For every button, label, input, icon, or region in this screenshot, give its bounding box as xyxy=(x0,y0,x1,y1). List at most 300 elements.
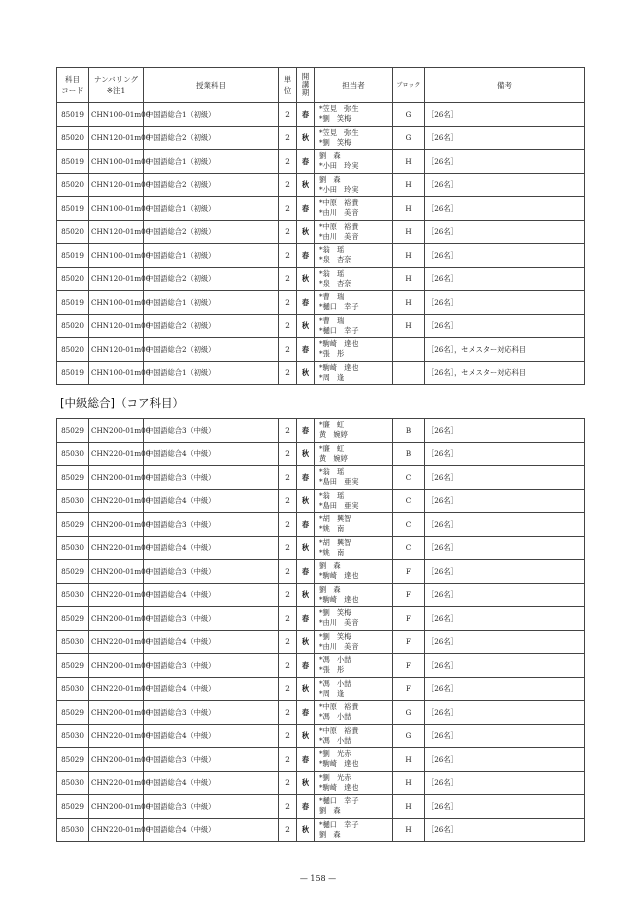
block: G xyxy=(393,103,425,127)
block: H xyxy=(393,173,425,197)
block: G xyxy=(393,701,425,725)
course-name: 中国語総合3（中級） xyxy=(144,560,279,584)
numbering: CHN220-01m00 xyxy=(89,583,144,607)
teacher xyxy=(315,795,393,819)
table-row xyxy=(57,818,585,842)
block: F xyxy=(393,607,425,631)
course-code: 85020 xyxy=(57,338,89,362)
course-code: 85020 xyxy=(57,126,89,150)
block: H xyxy=(393,818,425,842)
teacher-name: 劉 森 xyxy=(319,829,341,839)
course-name: 中国語総合4（中級） xyxy=(144,677,279,701)
remark: ［26名］ xyxy=(425,536,585,560)
numbering: CHN120-01m00 xyxy=(89,173,144,197)
credit: 2 xyxy=(279,536,297,560)
teacher xyxy=(315,197,393,221)
credit: 2 xyxy=(279,677,297,701)
teacher-name: *張 彤 xyxy=(319,349,345,359)
course-name: 中国語総合3（中級） xyxy=(144,795,279,819)
course-code: 85029 xyxy=(57,466,89,490)
term: 秋 xyxy=(297,361,315,385)
teacher-name: *中原 裕貴 xyxy=(319,725,359,735)
teacher-name: *周 逢 xyxy=(319,688,345,698)
teacher-name: 劉 森 xyxy=(319,174,341,184)
remark: ［26名］ xyxy=(425,244,585,268)
table-header xyxy=(56,67,585,103)
numbering: CHN120-01m00 xyxy=(89,126,144,150)
table-row xyxy=(57,314,585,338)
numbering: CHN100-01m00 xyxy=(89,197,144,221)
teacher-name: *小田 玲実 xyxy=(319,161,359,171)
term: 秋 xyxy=(297,677,315,701)
table-row xyxy=(57,244,585,268)
block: H xyxy=(393,244,425,268)
block: H xyxy=(393,748,425,772)
numbering: CHN100-01m00 xyxy=(89,150,144,174)
block: H xyxy=(393,314,425,338)
table-row xyxy=(57,560,585,584)
teacher xyxy=(315,361,393,385)
course-name: 中国語総合4（中級） xyxy=(144,771,279,795)
teacher xyxy=(315,150,393,174)
numbering: CHN220-01m00 xyxy=(89,771,144,795)
term: 春 xyxy=(297,291,315,315)
teacher-name: *劉 笑梅 xyxy=(319,137,352,147)
numbering: CHN100-01m00 xyxy=(89,361,144,385)
teacher-name: *中原 裕貴 xyxy=(319,221,359,231)
credit: 2 xyxy=(279,419,297,443)
term: 春 xyxy=(297,795,315,819)
numbering: CHN200-01m00 xyxy=(89,513,144,537)
course-code: 85019 xyxy=(57,361,89,385)
table-row xyxy=(57,630,585,654)
course-name: 中国語総合2（初級） xyxy=(144,126,279,150)
remark: ［26名］ xyxy=(425,150,585,174)
course-code: 85030 xyxy=(57,536,89,560)
teacher-name: *樋口 幸子 xyxy=(319,325,359,335)
teacher-name: *翁 瑶 xyxy=(319,268,345,278)
teacher-name: *由川 美音 xyxy=(319,641,359,651)
page-number: — 158 — xyxy=(299,874,337,883)
remark: ［26名］ xyxy=(425,607,585,631)
table-row xyxy=(57,795,585,819)
term: 秋 xyxy=(297,630,315,654)
credit: 2 xyxy=(279,818,297,842)
table-row xyxy=(57,173,585,197)
term: 春 xyxy=(297,338,315,362)
numbering: CHN200-01m00 xyxy=(89,560,144,584)
block: C xyxy=(393,513,425,537)
course-code: 85020 xyxy=(57,314,89,338)
header-remarks: 備考 xyxy=(425,68,585,103)
course-name: 中国語総合3（中級） xyxy=(144,607,279,631)
block: G xyxy=(393,724,425,748)
course-name: 中国語総合2（初級） xyxy=(144,314,279,338)
course-code: 85030 xyxy=(57,771,89,795)
course-name: 中国語総合4（中級） xyxy=(144,489,279,513)
teacher-name: *胡 興智 xyxy=(319,514,352,524)
teacher-name: *劉 笑梅 xyxy=(319,608,352,618)
term: 春 xyxy=(297,244,315,268)
teacher-name: *馮 小喆 xyxy=(319,655,352,665)
term: 秋 xyxy=(297,126,315,150)
block: F xyxy=(393,583,425,607)
teacher-name: *中原 裕貴 xyxy=(319,198,359,208)
course-name: 中国語総合3（中級） xyxy=(144,419,279,443)
course-name: 中国語総合1（初級） xyxy=(144,244,279,268)
teacher xyxy=(315,126,393,150)
numbering: CHN100-01m00 xyxy=(89,103,144,127)
teacher-name: *樋口 幸子 xyxy=(319,796,359,806)
credit: 2 xyxy=(279,701,297,725)
numbering: CHN100-01m00 xyxy=(89,244,144,268)
term: 秋 xyxy=(297,314,315,338)
teacher xyxy=(315,560,393,584)
credit: 2 xyxy=(279,291,297,315)
block: F xyxy=(393,560,425,584)
credit: 2 xyxy=(279,197,297,221)
course-code: 85019 xyxy=(57,197,89,221)
teacher-name: *駒崎 達也 xyxy=(319,782,359,792)
table-row xyxy=(57,150,585,174)
course-table-elementary xyxy=(56,102,585,385)
course-name: 中国語総合2（初級） xyxy=(144,267,279,291)
credit: 2 xyxy=(279,267,297,291)
course-name: 中国語総合2（初級） xyxy=(144,173,279,197)
numbering: CHN220-01m00 xyxy=(89,630,144,654)
teacher xyxy=(315,654,393,678)
course-code: 85029 xyxy=(57,701,89,725)
remark: ［26名］ xyxy=(425,173,585,197)
credit: 2 xyxy=(279,103,297,127)
course-name: 中国語総合4（中級） xyxy=(144,630,279,654)
teacher xyxy=(315,267,393,291)
teacher-name: *小田 玲実 xyxy=(319,184,359,194)
teacher xyxy=(315,442,393,466)
teacher-name: *笠見 弥生 xyxy=(319,127,359,137)
remark: ［26名］ xyxy=(425,818,585,842)
teacher-name: *張 彤 xyxy=(319,665,345,675)
teacher-name: *劉 光赤 xyxy=(319,749,352,759)
remark: ［26名］ xyxy=(425,442,585,466)
course-name: 中国語総合4（中級） xyxy=(144,724,279,748)
term: 秋 xyxy=(297,818,315,842)
teacher xyxy=(315,607,393,631)
term: 春 xyxy=(297,419,315,443)
credit: 2 xyxy=(279,489,297,513)
table-row xyxy=(57,103,585,127)
term: 春 xyxy=(297,197,315,221)
course-code: 85019 xyxy=(57,291,89,315)
teacher-name: *駒崎 達也 xyxy=(319,362,359,372)
numbering: CHN120-01m00 xyxy=(89,314,144,338)
numbering: CHN120-01m00 xyxy=(89,338,144,362)
block: B xyxy=(393,442,425,466)
teacher-name: *劉 笑梅 xyxy=(319,631,352,641)
teacher-name: *曹 瑞 xyxy=(319,292,345,302)
header-term: 開 講 期 xyxy=(297,68,315,103)
header-course: 授業科目 xyxy=(144,68,279,103)
table-row xyxy=(57,724,585,748)
block: H xyxy=(393,150,425,174)
teacher-name: 劉 森 xyxy=(319,806,341,816)
table-row xyxy=(57,489,585,513)
teacher xyxy=(315,536,393,560)
teacher-name: *樋口 幸子 xyxy=(319,819,359,829)
teacher-name: *島田 亜実 xyxy=(319,500,359,510)
section-title: [中級総合]（コア科目） xyxy=(60,396,184,410)
teacher-name: 黄 婉婷 xyxy=(319,430,348,440)
teacher-name: *曹 瑞 xyxy=(319,315,345,325)
table-row xyxy=(57,536,585,560)
course-code: 85030 xyxy=(57,489,89,513)
table-row xyxy=(57,771,585,795)
term: 春 xyxy=(297,466,315,490)
teacher-name: *由川 美音 xyxy=(319,208,359,218)
credit: 2 xyxy=(279,630,297,654)
term: 春 xyxy=(297,103,315,127)
course-name: 中国語総合3（中級） xyxy=(144,654,279,678)
block xyxy=(393,361,425,385)
teacher-name: *島田 亜実 xyxy=(319,477,359,487)
remark: ［26名］ xyxy=(425,267,585,291)
table-row xyxy=(57,126,585,150)
table-row xyxy=(57,677,585,701)
remark: ［26名］ xyxy=(425,489,585,513)
block: G xyxy=(393,126,425,150)
course-name: 中国語総合3（中級） xyxy=(144,748,279,772)
term: 春 xyxy=(297,560,315,584)
term: 秋 xyxy=(297,489,315,513)
course-code: 85030 xyxy=(57,442,89,466)
teacher xyxy=(315,220,393,244)
course-name: 中国語総合1（初級） xyxy=(144,291,279,315)
course-code: 85029 xyxy=(57,748,89,772)
block: H xyxy=(393,220,425,244)
credit: 2 xyxy=(279,338,297,362)
table-row xyxy=(57,466,585,490)
block: H xyxy=(393,795,425,819)
credit: 2 xyxy=(279,466,297,490)
course-name: 中国語総合1（初級） xyxy=(144,197,279,221)
teacher xyxy=(315,583,393,607)
table-row xyxy=(57,338,585,362)
term: 秋 xyxy=(297,220,315,244)
remark: ［26名］ xyxy=(425,701,585,725)
course-code: 85020 xyxy=(57,173,89,197)
teacher-name: *笠見 弥生 xyxy=(319,104,359,114)
teacher xyxy=(315,677,393,701)
course-name: 中国語総合2（初級） xyxy=(144,338,279,362)
term: 春 xyxy=(297,701,315,725)
teacher-name: *馮 小喆 xyxy=(319,735,352,745)
teacher-name: *泉 杏奈 xyxy=(319,255,352,265)
teacher-name: *馮 小喆 xyxy=(319,678,352,688)
teacher-name: *駒崎 達也 xyxy=(319,759,359,769)
block xyxy=(393,338,425,362)
header-code: 科目 コード xyxy=(57,68,89,103)
numbering: CHN220-01m00 xyxy=(89,536,144,560)
teacher xyxy=(315,818,393,842)
table-row xyxy=(57,583,585,607)
remark: ［26名］，セメスター対応科目 xyxy=(425,361,585,385)
course-name: 中国語総合1（初級） xyxy=(144,150,279,174)
teacher-name: *廉 虹 xyxy=(319,420,345,430)
course-name: 中国語総合4（中級） xyxy=(144,583,279,607)
block: C xyxy=(393,536,425,560)
header-block: ブロック xyxy=(393,68,425,103)
credit: 2 xyxy=(279,361,297,385)
teacher-name: *翁 瑶 xyxy=(319,490,345,500)
teacher xyxy=(315,724,393,748)
remark: ［26名］ xyxy=(425,560,585,584)
remark: ［26名］ xyxy=(425,291,585,315)
teacher xyxy=(315,173,393,197)
course-name: 中国語総合4（中級） xyxy=(144,818,279,842)
remark: ［26名］ xyxy=(425,771,585,795)
teacher xyxy=(315,748,393,772)
teacher-name: *胡 興智 xyxy=(319,537,352,547)
teacher-name: *駒崎 達也 xyxy=(319,594,359,604)
credit: 2 xyxy=(279,724,297,748)
teacher xyxy=(315,291,393,315)
course-name: 中国語総合4（中級） xyxy=(144,536,279,560)
remark: ［26名］ xyxy=(425,314,585,338)
teacher-name: *劉 笑梅 xyxy=(319,114,352,124)
remark: ［26名］ xyxy=(425,513,585,537)
numbering: CHN220-01m00 xyxy=(89,677,144,701)
table-row xyxy=(57,748,585,772)
block: F xyxy=(393,630,425,654)
course-name: 中国語総合3（中級） xyxy=(144,701,279,725)
course-code: 85020 xyxy=(57,220,89,244)
term: 秋 xyxy=(297,583,315,607)
credit: 2 xyxy=(279,654,297,678)
table-row xyxy=(57,419,585,443)
credit: 2 xyxy=(279,220,297,244)
teacher-name: *翁 瑶 xyxy=(319,245,345,255)
teacher-name: *泉 杏奈 xyxy=(319,278,352,288)
remark: ［26名］ xyxy=(425,654,585,678)
teacher xyxy=(315,103,393,127)
term: 春 xyxy=(297,150,315,174)
teacher xyxy=(315,701,393,725)
teacher-name: *駒崎 達也 xyxy=(319,571,359,581)
credit: 2 xyxy=(279,173,297,197)
term: 秋 xyxy=(297,267,315,291)
teacher-name: *周 逢 xyxy=(319,372,345,382)
teacher-name: *翁 瑶 xyxy=(319,467,345,477)
remark: ［26名］ xyxy=(425,677,585,701)
remark: ［26名］ xyxy=(425,220,585,244)
table-row xyxy=(57,197,585,221)
course-code: 85030 xyxy=(57,818,89,842)
teacher xyxy=(315,419,393,443)
term: 秋 xyxy=(297,173,315,197)
teacher-name: *由川 美音 xyxy=(319,231,359,241)
teacher-name: 劉 森 xyxy=(319,151,341,161)
course-code: 85019 xyxy=(57,244,89,268)
table-row xyxy=(57,654,585,678)
numbering: CHN200-01m00 xyxy=(89,466,144,490)
numbering: CHN200-01m00 xyxy=(89,419,144,443)
credit: 2 xyxy=(279,560,297,584)
remark: ［26名］，セメスター対応科目 xyxy=(425,338,585,362)
course-code: 85020 xyxy=(57,267,89,291)
term: 秋 xyxy=(297,771,315,795)
remark: ［26名］ xyxy=(425,419,585,443)
numbering: CHN200-01m00 xyxy=(89,607,144,631)
numbering: CHN220-01m00 xyxy=(89,818,144,842)
teacher xyxy=(315,489,393,513)
course-name: 中国語総合4（中級） xyxy=(144,442,279,466)
table-row xyxy=(57,220,585,244)
term: 春 xyxy=(297,513,315,537)
numbering: CHN220-01m00 xyxy=(89,724,144,748)
course-code: 85030 xyxy=(57,630,89,654)
remark: ［26名］ xyxy=(425,630,585,654)
header-numbering: ナンバリング ※注1 xyxy=(89,68,144,103)
block: B xyxy=(393,419,425,443)
teacher xyxy=(315,314,393,338)
header-credit: 単 位 xyxy=(279,68,297,103)
credit: 2 xyxy=(279,748,297,772)
remark: ［26名］ xyxy=(425,748,585,772)
credit: 2 xyxy=(279,150,297,174)
block: C xyxy=(393,489,425,513)
term: 秋 xyxy=(297,442,315,466)
remark: ［26名］ xyxy=(425,583,585,607)
block: C xyxy=(393,466,425,490)
teacher-name: *姚 南 xyxy=(319,524,345,534)
teacher-name: 劉 森 xyxy=(319,561,341,571)
block: F xyxy=(393,677,425,701)
credit: 2 xyxy=(279,771,297,795)
course-code: 85029 xyxy=(57,607,89,631)
term: 春 xyxy=(297,654,315,678)
course-name: 中国語総合3（中級） xyxy=(144,513,279,537)
table-row xyxy=(57,267,585,291)
term: 秋 xyxy=(297,724,315,748)
course-code: 85029 xyxy=(57,795,89,819)
course-code: 85030 xyxy=(57,583,89,607)
course-code: 85030 xyxy=(57,724,89,748)
credit: 2 xyxy=(279,314,297,338)
numbering: CHN200-01m00 xyxy=(89,795,144,819)
teacher-name: *樋口 幸子 xyxy=(319,302,359,312)
credit: 2 xyxy=(279,513,297,537)
course-name: 中国語総合2（初級） xyxy=(144,220,279,244)
credit: 2 xyxy=(279,607,297,631)
table-row xyxy=(57,442,585,466)
block: H xyxy=(393,197,425,221)
course-name: 中国語総合1（初級） xyxy=(144,103,279,127)
numbering: CHN120-01m00 xyxy=(89,267,144,291)
numbering: CHN220-01m00 xyxy=(89,489,144,513)
block: H xyxy=(393,291,425,315)
teacher-name: 劉 森 xyxy=(319,584,341,594)
table-row xyxy=(57,513,585,537)
numbering: CHN220-01m00 xyxy=(89,442,144,466)
teacher-name: *廉 虹 xyxy=(319,443,345,453)
remark: ［26名］ xyxy=(425,126,585,150)
numbering: CHN200-01m00 xyxy=(89,654,144,678)
course-code: 85029 xyxy=(57,419,89,443)
term: 秋 xyxy=(297,536,315,560)
course-table-intermediate xyxy=(56,418,585,842)
course-code: 85029 xyxy=(57,654,89,678)
teacher xyxy=(315,338,393,362)
